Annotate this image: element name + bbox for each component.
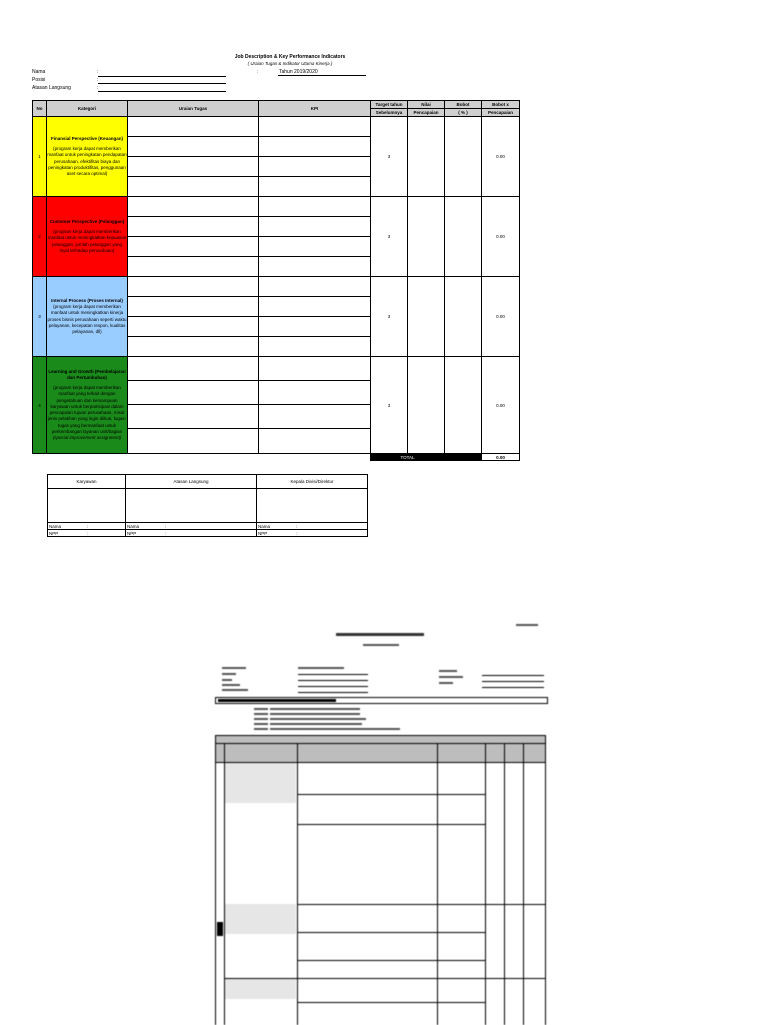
row-no: 4	[33, 357, 47, 454]
kpi-cell[interactable]	[259, 237, 371, 257]
header-kategori: Kategori	[47, 101, 128, 117]
page2-subtitle	[363, 644, 399, 646]
bobot-cell[interactable]	[445, 197, 482, 277]
sig-sep: :	[296, 523, 298, 529]
page2-table-header	[216, 744, 545, 763]
header-bobotx-2: Pencapaian	[482, 109, 520, 117]
sig-npp-label: NPP	[127, 530, 137, 536]
year-line	[278, 75, 366, 76]
sig-header-karyawan: Karyawan	[48, 475, 126, 489]
page2-right-label	[439, 676, 463, 678]
total-bobot	[445, 454, 482, 461]
header-kpi: KPI	[259, 101, 371, 117]
kpi-cell[interactable]	[259, 257, 371, 277]
sig-nama-label: Nama	[127, 523, 140, 529]
kpi-cell[interactable]	[259, 177, 371, 197]
nilai-cell[interactable]	[408, 277, 445, 357]
doc-title: Job Description & Key Performance Indicators	[234, 54, 346, 60]
total-label: TOTAL	[371, 454, 445, 461]
category-learning	[47, 357, 128, 454]
kpi-cell[interactable]	[259, 217, 371, 237]
page2-legend-text	[270, 728, 400, 730]
page2-table-title-bar	[216, 736, 545, 744]
field-posisi-sep: :	[97, 77, 99, 83]
header-bobot-1: Bobot	[445, 101, 482, 109]
page2-field-line	[298, 692, 368, 693]
kpi-cell[interactable]	[259, 337, 371, 357]
category-internal	[47, 277, 128, 357]
sig-box-kepala[interactable]	[257, 489, 368, 523]
sig-header-kepala: Kepala Divisi/Direktur	[257, 475, 368, 489]
sig-npp-label: NPP	[49, 530, 59, 536]
doc-subtitle: ( Uraian Tugas & Indikator Utama Kinerja )	[247, 61, 333, 66]
kpi-cell[interactable]	[259, 429, 371, 454]
uraian-cell[interactable]	[128, 337, 259, 357]
kpi-cell[interactable]	[259, 277, 371, 297]
uraian-cell[interactable]	[128, 197, 259, 217]
uraian-cell[interactable]	[128, 237, 259, 257]
page2-right-label	[439, 670, 457, 672]
category-title: Customer Perspective (Pelanggan)	[49, 218, 125, 224]
page2-right-line	[482, 687, 544, 688]
page2-field-label	[222, 679, 232, 681]
page2-legend-text	[270, 723, 362, 725]
uraian-cell[interactable]	[128, 381, 259, 405]
kpi-cell[interactable]	[259, 137, 371, 157]
sig-sep: :	[87, 530, 89, 536]
nilai-cell[interactable]	[408, 197, 445, 277]
field-nama-line[interactable]	[98, 76, 226, 77]
uraian-cell[interactable]	[128, 405, 259, 429]
uraian-cell[interactable]	[128, 117, 259, 137]
kpi-cell[interactable]	[259, 381, 371, 405]
category-title: Learning and Growth (Pembelajaran dan Pertumbuhan)	[48, 368, 126, 381]
sig-nama-label: Nama	[258, 523, 271, 529]
field-atasan-sep: :	[97, 85, 99, 91]
row-no: 2	[33, 197, 47, 277]
kpi-cell[interactable]	[259, 117, 371, 137]
page2-form-code	[516, 624, 538, 626]
page2-right-line	[482, 675, 544, 676]
page2-legend	[254, 708, 268, 710]
bobot-cell[interactable]	[445, 277, 482, 357]
nilai-cell[interactable]	[408, 357, 445, 454]
kpi-table	[32, 100, 520, 461]
header-uraian: Uraian Tugas	[128, 101, 259, 117]
field-atasan-line[interactable]	[98, 91, 226, 92]
kpi-cell[interactable]	[259, 317, 371, 337]
page2-legend-text	[270, 713, 360, 715]
uraian-cell[interactable]	[128, 277, 259, 297]
page2-legend-text	[270, 718, 366, 720]
sig-box-karyawan[interactable]	[48, 489, 126, 523]
bobotx-cell: 0.00	[482, 277, 520, 357]
uraian-cell[interactable]	[128, 317, 259, 337]
target-cell[interactable]: 3	[371, 277, 408, 357]
kpi-cell[interactable]	[259, 405, 371, 429]
sig-sep: :	[165, 523, 167, 529]
field-posisi-line[interactable]	[98, 83, 226, 84]
header-no: No	[33, 101, 47, 117]
page2-legend-text	[270, 708, 360, 710]
category-note: (special improvement assignment)	[52, 434, 122, 440]
uraian-cell[interactable]	[128, 257, 259, 277]
page2-right-label	[439, 682, 453, 684]
page2-legend	[254, 723, 268, 725]
kpi-cell[interactable]	[259, 197, 371, 217]
page2-field-label	[222, 684, 240, 686]
target-cell[interactable]: 3	[371, 357, 408, 454]
target-cell[interactable]: 3	[371, 117, 408, 197]
category-desc: (program kerja dapat memberikan manfaat untuk meningkatkan kepuasan pelanggan, jumlah pelanggan yang loyal terhadap perusahaan)	[47, 229, 127, 253]
page2-title	[336, 633, 424, 636]
uraian-cell[interactable]	[128, 297, 259, 317]
sig-sep: :	[87, 523, 89, 529]
sig-header-atasan: Atasan Langsung	[126, 475, 257, 489]
page2-section-bar	[215, 697, 548, 704]
category-desc: (program kerja dapat memberikan manfaat untuk meningkatkan kinerja proses bisnis perusahaan seperti waktu pelayanan, kecepatan respon, kualitas pelayanan, dll)	[47, 304, 127, 334]
header-target-2: Sebelumnya	[371, 109, 408, 117]
bobot-cell[interactable]	[445, 357, 482, 454]
page2-field-label	[222, 667, 246, 669]
total-value: 0.00	[482, 454, 520, 461]
bobotx-cell: 0.00	[482, 357, 520, 454]
category-title: Finansial Perspective (Keuangan)	[50, 135, 124, 141]
sig-box-atasan[interactable]	[126, 489, 257, 523]
bobotx-cell: 0.00	[482, 197, 520, 277]
page2-field-line	[298, 686, 368, 687]
sig-npp-label: NPP	[258, 530, 268, 536]
uraian-cell[interactable]	[128, 357, 259, 381]
year-sep: :	[257, 69, 259, 75]
total-spacer	[33, 454, 371, 461]
field-posisi-label: Posisi	[32, 77, 46, 83]
page2-field-label	[222, 689, 248, 691]
header-nilai-1: Nilai	[408, 101, 445, 109]
category-customer	[47, 197, 128, 277]
bobot-cell[interactable]	[445, 117, 482, 197]
kpi-cell[interactable]	[259, 157, 371, 177]
header-target-1: Target tahun	[371, 101, 408, 109]
header-nilai-2: Pencapaian	[408, 109, 445, 117]
page2-legend	[254, 718, 268, 720]
uraian-cell[interactable]	[128, 137, 259, 157]
kpi-cell[interactable]	[259, 357, 371, 381]
year-label: Tahun 2019/2020	[279, 69, 318, 75]
row-no: 1	[33, 117, 47, 197]
category-finansial	[47, 117, 128, 197]
category-title: Internal Process (Proses Internal)	[51, 297, 123, 303]
kpi-cell[interactable]	[259, 297, 371, 317]
sig-sep: :	[165, 530, 167, 536]
uraian-cell[interactable]	[128, 157, 259, 177]
signature-table	[47, 474, 368, 537]
page2-table	[215, 735, 546, 1025]
uraian-cell[interactable]	[128, 217, 259, 237]
field-atasan-label: Atasan Langsung	[32, 85, 71, 91]
category-desc: (program kerja dapat memberikan manfaat untuk peningkatan pendapatan perusahaan, efektifitas biaya dan peningkatan produktifitas, penggunaan aset secara optimal)	[47, 146, 127, 176]
uraian-cell[interactable]	[128, 429, 259, 454]
page2-field-line	[298, 680, 368, 681]
field-nama-label: Nama	[32, 69, 46, 75]
page2-field-label	[222, 673, 236, 675]
target-cell[interactable]: 3	[371, 197, 408, 277]
row-no: 3	[33, 277, 47, 357]
page2-field-value	[298, 667, 344, 669]
page2-legend	[254, 728, 268, 730]
sig-nama-label: Nama	[49, 523, 62, 529]
page2-legend	[254, 713, 268, 715]
field-nama-sep: :	[97, 69, 99, 75]
nilai-cell[interactable]	[408, 117, 445, 197]
header-bobotx-1: Bobot x	[482, 101, 520, 109]
page2-field-line	[298, 674, 368, 675]
sig-sep: :	[296, 530, 298, 536]
category-desc: (program kerja dapat memberikan manfaat yang terkait dengan pengetahuan dan kemampuan karyawan untuk berpartisipasi dalam pencapaian tujuan perusahaan, misal jenis pelatihan yang ingin diikuti, fugas-tugas yang bermanfaat untuk perkembangan layanan unit/bagian	[47, 385, 127, 434]
header-bobot-2: ( % )	[445, 109, 482, 117]
uraian-cell[interactable]	[128, 177, 259, 197]
bobotx-cell: 0.00	[482, 117, 520, 197]
page2-right-line	[482, 681, 544, 682]
